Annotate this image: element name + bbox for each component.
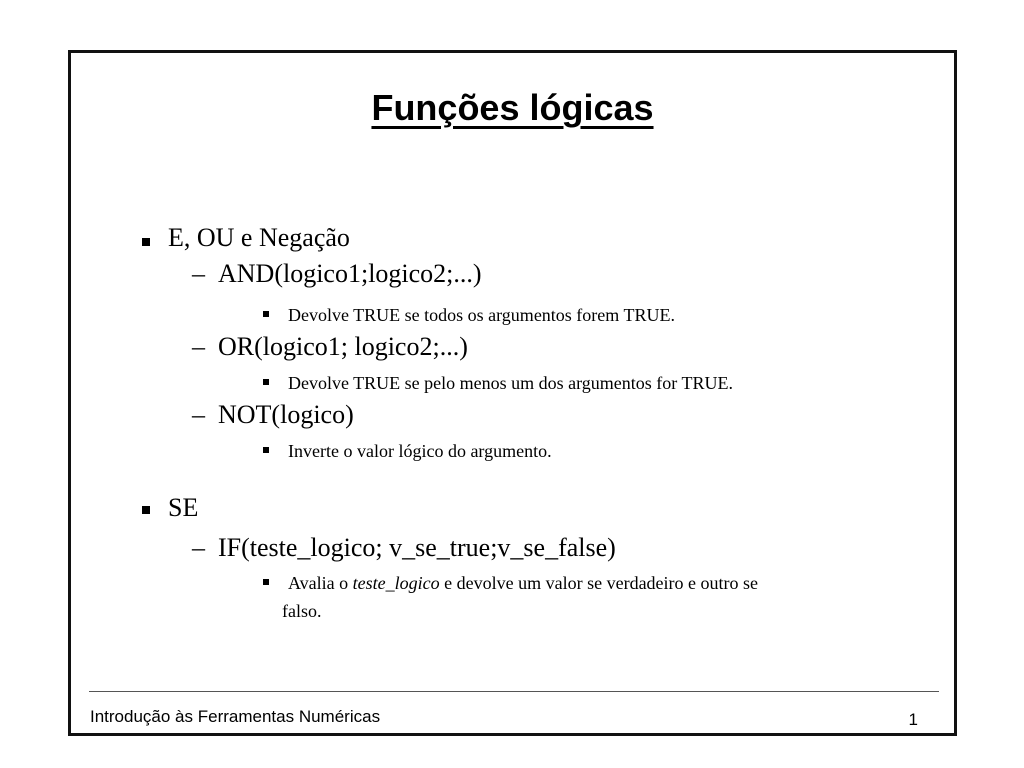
dash-bullet-icon: – xyxy=(192,259,205,288)
function-note-if-suffix: e devolve um valor se verdadeiro e outro se xyxy=(439,573,759,593)
footer-page-number: 1 xyxy=(908,710,918,729)
function-heading-and: AND(logico1;logico2;...) xyxy=(218,259,482,288)
slide-title-text: Funções lógicas xyxy=(371,87,654,128)
footer-divider xyxy=(89,691,939,692)
function-heading-not: NOT(logico) xyxy=(218,400,354,429)
function-note-if-line2: falso. xyxy=(282,601,322,621)
square-bullet-icon xyxy=(263,579,269,585)
section-label-logic: E, OU e Negação xyxy=(168,223,350,252)
function-heading-if: IF(teste_logico; v_se_true;v_se_false) xyxy=(218,533,616,562)
square-bullet-icon xyxy=(263,311,269,317)
dash-bullet-icon: – xyxy=(192,533,205,562)
function-heading-or: OR(logico1; logico2;...) xyxy=(218,332,468,361)
function-note-or: Devolve TRUE se pelo menos um dos argumentos for TRUE. xyxy=(288,373,733,393)
function-note-if xyxy=(288,573,758,594)
dash-bullet-icon: – xyxy=(192,400,205,429)
square-bullet-icon xyxy=(142,506,150,514)
slide-title xyxy=(71,87,954,129)
footer-course-name: Introdução às Ferramentas Numéricas xyxy=(90,707,381,726)
function-note-if-emphasis: teste_logico xyxy=(352,573,440,593)
slide-frame xyxy=(68,50,957,736)
dash-bullet-icon: – xyxy=(192,332,205,361)
function-note-if-prefix: Avalia o xyxy=(288,573,353,593)
section-label-se: SE xyxy=(168,493,199,522)
square-bullet-icon xyxy=(263,379,269,385)
square-bullet-icon xyxy=(142,238,150,246)
square-bullet-icon xyxy=(263,447,269,453)
function-note-not: Inverte o valor lógico do argumento. xyxy=(288,441,552,461)
function-note-and: Devolve TRUE se todos os argumentos forem TRUE. xyxy=(288,305,675,325)
